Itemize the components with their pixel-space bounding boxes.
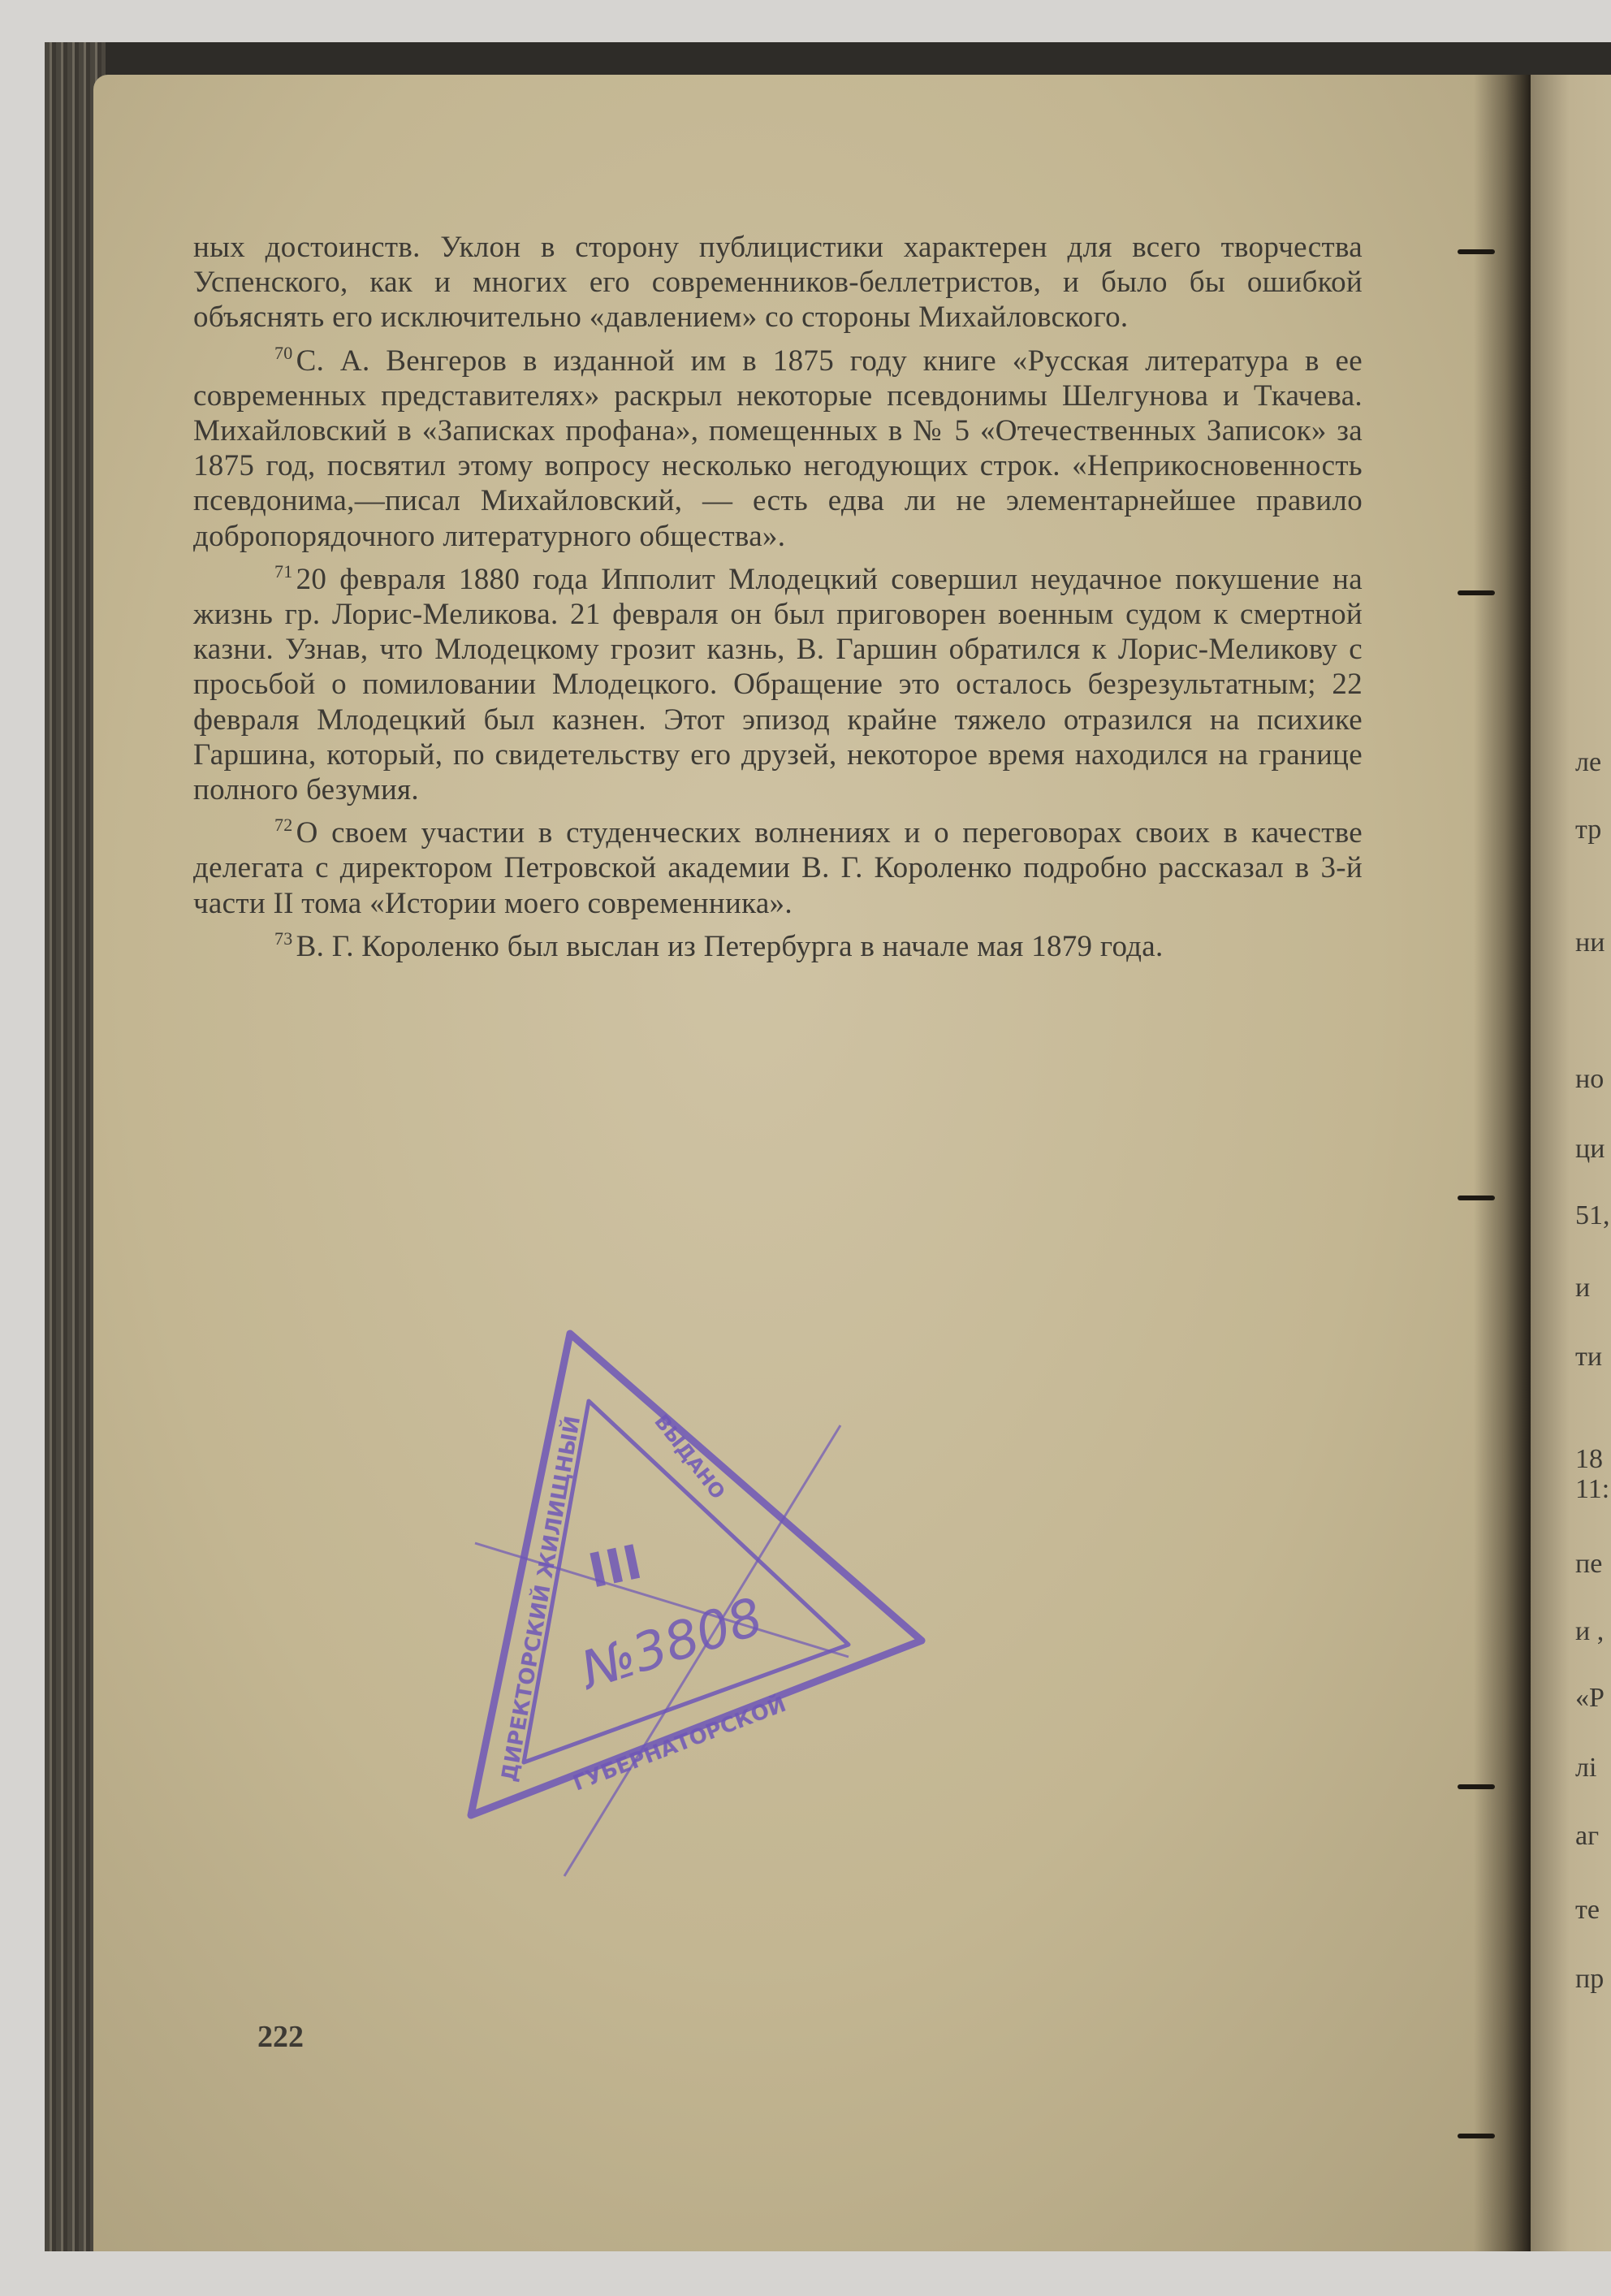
footnote-number: 73 bbox=[274, 927, 293, 949]
footnote-73: $^{73}$ В. Г. Короленко был выслан из Петербурга в начале мая 1879 года. bbox=[274, 927, 1164, 963]
footnote-70: $^{70}$ С. А. Венгеров в изданной им в 1875 году книге «Русская литература в ее современных представителях» раскрыл некоторые псевдонимы Шелгунова и Ткачева. Михайловский в «Записках профана», помещенных в № 5 «Отечественных Записок» за 1875 год, посвятил этому вопросу несколько негодующих строк. «Неприкосновенность псевдонима,—писал Михайловский, — есть едва ли не элементарнейшее правило добропорядочного литературного общества». bbox=[193, 342, 1363, 553]
binding-thread bbox=[1458, 2134, 1495, 2138]
right-page-fragment: тр bbox=[1575, 815, 1602, 845]
binding-thread bbox=[1458, 1784, 1495, 1789]
right-page-fragment: 18 bbox=[1575, 1444, 1603, 1474]
right-page-fragment: ни bbox=[1575, 927, 1605, 958]
right-page-fragment: пе bbox=[1575, 1549, 1603, 1579]
footnote-continuation: ных достоинств. Уклон в сторону публицистики характерен для всего творчества Успенского, как и многих его современников-беллетристов, и было бы ошибкой объяснять его исключительно «давлением» со стороны Михайловского. bbox=[193, 231, 1363, 335]
svg-text:ГУБЕРНАТОРСКОЙ: ГУБЕРНАТОРСКОЙ bbox=[569, 1692, 790, 1797]
right-page-fragment: аг bbox=[1575, 1821, 1600, 1851]
binding-thread bbox=[1458, 590, 1495, 595]
stamp-number: №3808 bbox=[574, 1586, 771, 1702]
page-gutter bbox=[1474, 75, 1531, 2251]
footnote-number: 70 bbox=[274, 342, 293, 363]
right-page-fragment: ти bbox=[1575, 1342, 1603, 1372]
right-page-fragment: 11: bbox=[1575, 1474, 1610, 1504]
stamp-letters: III bbox=[583, 1533, 647, 1599]
footnote-number: 71 bbox=[274, 560, 293, 582]
footnote-number: 72 bbox=[274, 815, 293, 836]
right-page-fragment: и , bbox=[1575, 1616, 1605, 1646]
binding-thread bbox=[1458, 1196, 1495, 1200]
binding-thread bbox=[1458, 249, 1495, 254]
svg-text:ДИРЕКТОРСКИЙ ЖИЛИЩНЫЙ: ДИРЕКТОРСКИЙ ЖИЛИЩНЫЙ bbox=[497, 1414, 586, 1784]
right-page-fragment: 51, bbox=[1575, 1200, 1610, 1230]
right-page-fragment: но bbox=[1575, 1064, 1605, 1094]
right-page-fragment: «Р bbox=[1575, 1683, 1605, 1713]
page-number: 222 bbox=[257, 2020, 304, 2054]
right-page-fragment: те bbox=[1575, 1895, 1600, 1925]
right-page-fragment: и bbox=[1575, 1273, 1591, 1303]
footnotes-text bbox=[193, 230, 1363, 964]
footnote-71: $^{71}$ 20 февраля 1880 года Ипполит Млодецкий совершил неудачное покушение на жизнь гр. Лорис-Меликова. 21 февраля он был приговорен военным судом к смертной казни. Узнав, что Млодецкому грозит казнь, В. Гаршин обратился к Лорис-Меликову с просьбой о помиловании Млодецкого. Обращение это осталось безрезультатным; 22 февраля Млодецкий был казнен. Этот эпизод крайне тяжело отразился на психике Гаршина, который, по свидетельству его друзей, некоторое время находился на границе полного безумия. bbox=[193, 560, 1363, 807]
right-page-fragment: ле bbox=[1575, 747, 1602, 777]
right-page-fragment: лі bbox=[1575, 1753, 1597, 1783]
right-page-fragment: ци bbox=[1575, 1134, 1605, 1164]
right-page-fragment: пр bbox=[1575, 1964, 1605, 1994]
library-stamp bbox=[467, 1324, 930, 1892]
svg-text:ВЫДАНО: ВЫДАНО bbox=[650, 1410, 730, 1504]
footnote-72: $^{72}$ О своем участии в студенческих волнениях и о переговорах своих в качестве делегата с директором Петровской академии В. Г. Короленко подробно рассказал в 3-й части II тома «Истории моего современника». bbox=[193, 815, 1363, 920]
